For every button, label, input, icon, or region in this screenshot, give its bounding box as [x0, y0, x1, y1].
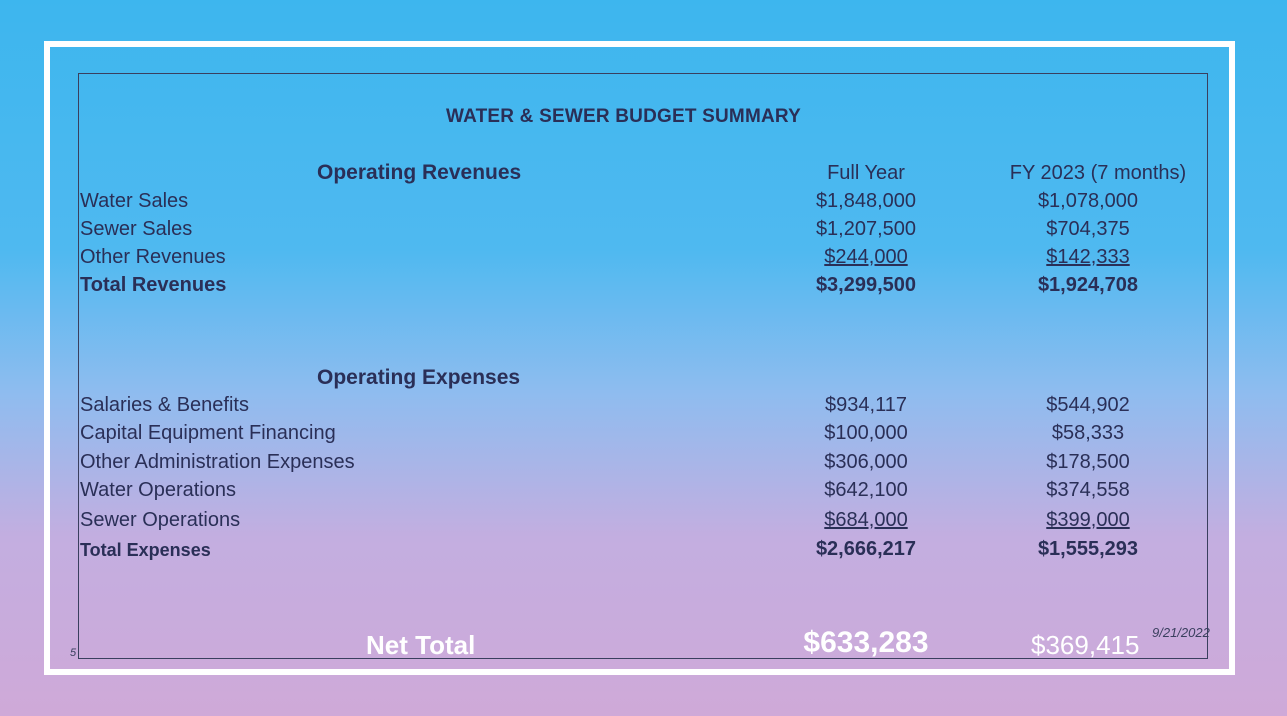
expense-row-fy: $374,558 [1046, 479, 1130, 501]
revenue-row-label: Sewer Sales [80, 218, 193, 240]
revenue-row-fy: $704,375 [1046, 218, 1130, 240]
expense-row-label: Sewer Operations [80, 509, 241, 531]
expense-row-full: $684,000 [824, 509, 908, 531]
expense-row-full: $642,100 [824, 479, 908, 501]
date-stamp: 9/21/2022 [1152, 625, 1210, 640]
net-total-full: $633,283 [803, 626, 929, 659]
page-title: WATER & SEWER BUDGET SUMMARY [446, 106, 801, 127]
revenue-row-label: Other Revenues [80, 246, 226, 268]
revenue-row-full: $1,848,000 [815, 190, 917, 212]
total-revenues-fy: $1,924,708 [1037, 274, 1139, 296]
expense-row-fy: $58,333 [1051, 422, 1125, 444]
total-revenues-full: $3,299,500 [815, 274, 917, 296]
expense-row-label: Other Administration Expenses [80, 451, 355, 473]
expense-row-fy: $399,000 [1046, 509, 1130, 531]
total-revenues-label: Total Revenues [80, 274, 227, 296]
revenue-row-fy: $142,333 [1046, 246, 1130, 268]
page-number: 5 [70, 647, 77, 659]
revenue-row-full: $244,000 [824, 246, 908, 268]
expense-row-label: Water Operations [80, 479, 236, 501]
col-header-full-year: Full Year [827, 162, 905, 184]
col-header-fy2023: FY 2023 (7 months) [1009, 162, 1187, 184]
total-expenses-fy: $1,555,293 [1037, 538, 1139, 560]
expense-row-full: $934,117 [825, 394, 907, 416]
revenues-heading: Operating Revenues [317, 161, 522, 184]
revenue-row-label: Water Sales [80, 190, 189, 212]
expense-row-full: $100,000 [824, 422, 908, 444]
total-expenses-full: $2,666,217 [815, 538, 917, 560]
expense-row-fy: $178,500 [1046, 451, 1130, 473]
net-total-fy: $369,415 [1031, 630, 1140, 660]
total-expenses-label: Total Expenses [80, 540, 211, 560]
expense-row-label: Salaries & Benefits [80, 394, 249, 416]
net-total-label: Net Total [366, 630, 476, 660]
expense-row-full: $306,000 [824, 451, 908, 473]
revenue-row-full: $1,207,500 [815, 218, 917, 240]
expense-row-fy: $544,902 [1046, 394, 1130, 416]
revenue-row-fy: $1,078,000 [1037, 190, 1139, 212]
expenses-heading: Operating Expenses [317, 366, 521, 389]
expense-row-label: Capital Equipment Financing [80, 422, 336, 444]
